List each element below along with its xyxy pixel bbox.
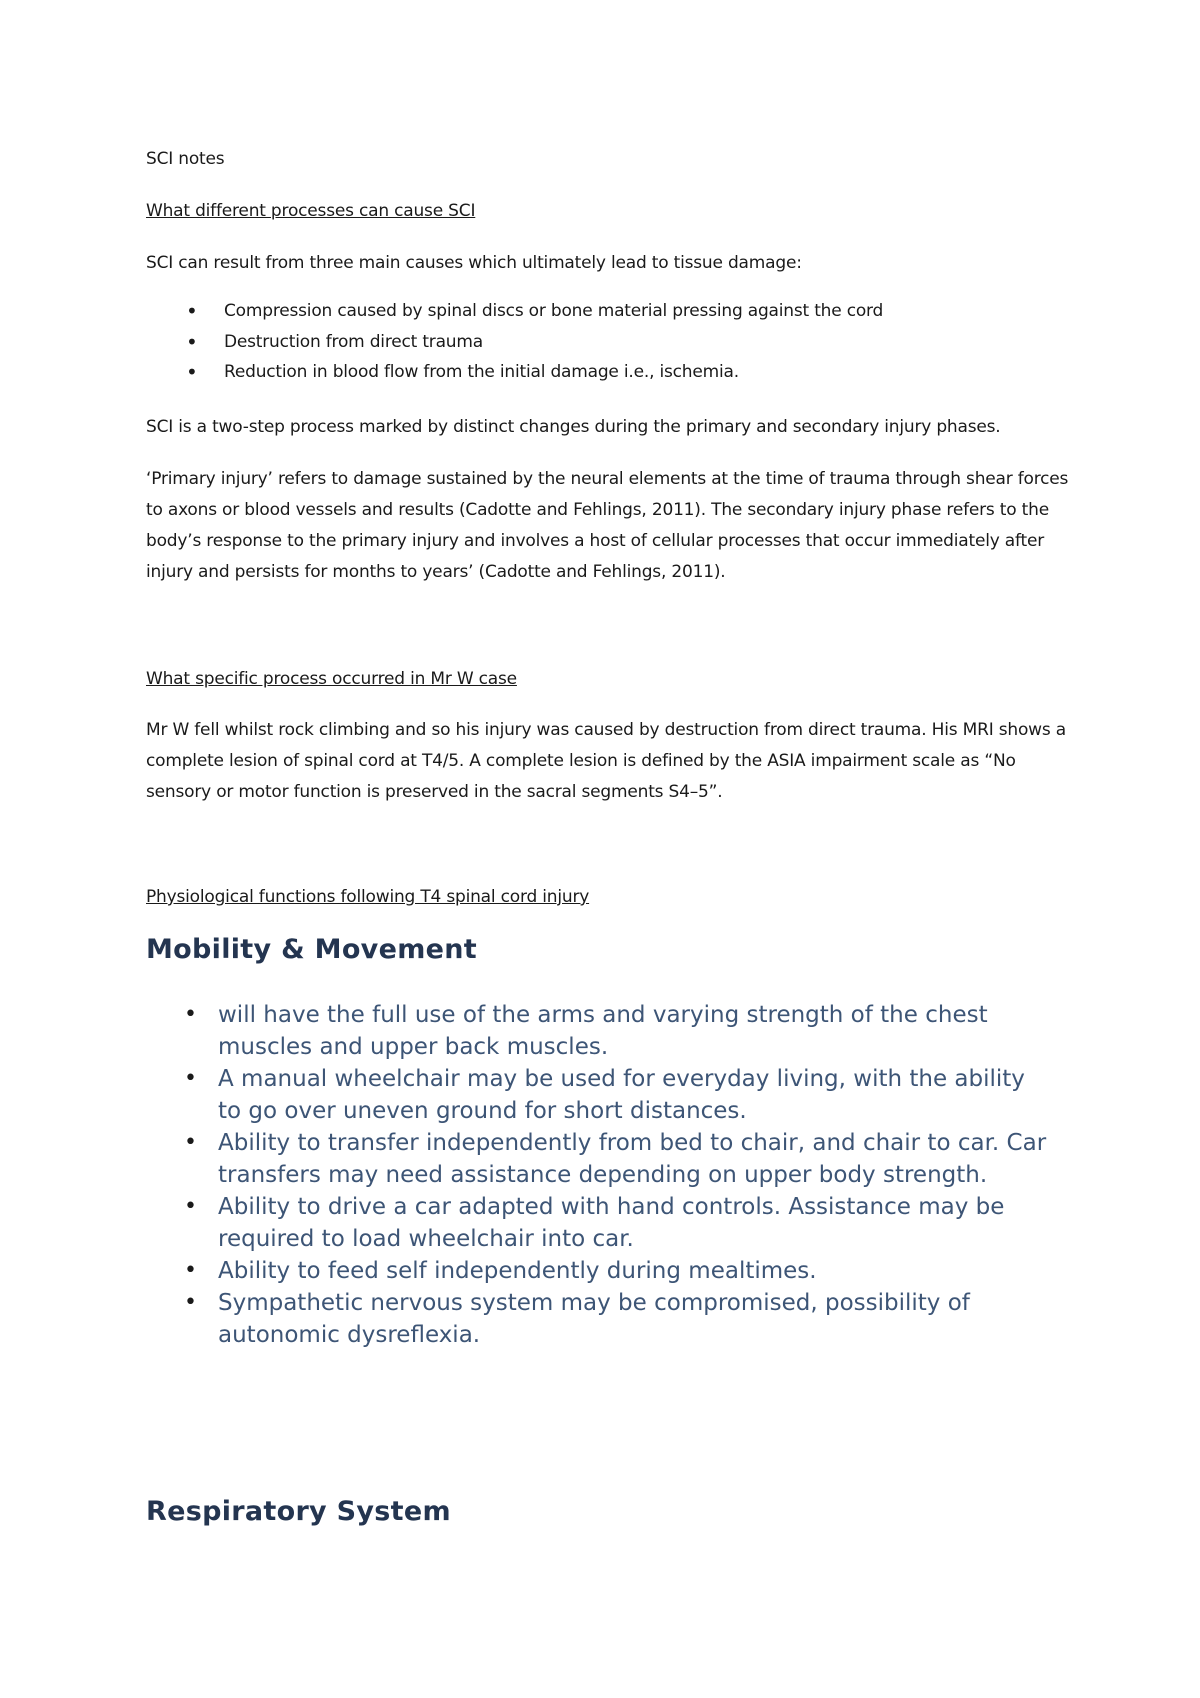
causes-intro: SCI can result from three main causes which ultimately lead to tissue damage: <box>146 253 802 273</box>
section-heading-causes: What different processes can cause SCI <box>146 201 476 221</box>
list-item: • Ability to transfer independently from bed to chair, and chair to car. Car transfers may need assistance depending on upper body strength. <box>146 1127 1048 1191</box>
mr-w-paragraph: Mr W fell whilst rock climbing and so his injury was caused by destruction from direct trauma. His MRI shows a complete lesion of spinal cord at T4/5. A complete lesion is defined by the ASIA impairment scale as “No sensory or motor function is preserved in the sacral segments S4–5”. <box>146 720 1066 802</box>
list-item: • will have the full use of the arms and varying strength of the chest muscles and upper back muscles. <box>146 999 1048 1063</box>
mobility-heading: Mobility & Movement <box>146 934 477 965</box>
causes-list <box>146 296 883 388</box>
list-item: • Compression caused by spinal discs or bone material pressing against the cord <box>146 296 883 327</box>
mobility-list <box>146 999 1048 1351</box>
list-item: • Ability to drive a car adapted with hand controls. Assistance may be required to load wheelchair into car. <box>146 1191 1048 1255</box>
two-step-paragraph: SCI is a two-step process marked by distinct changes during the primary and secondary injury phases. <box>146 417 1001 437</box>
section-heading-mr-w: What specific process occurred in Mr W case <box>146 669 517 689</box>
document-title: SCI notes <box>146 149 225 169</box>
respiratory-heading: Respiratory System <box>146 1496 451 1527</box>
list-item: • Sympathetic nervous system may be compromised, possibility of autonomic dysreflexia. <box>146 1287 1048 1351</box>
list-item: • Ability to feed self independently during mealtimes. <box>146 1255 1048 1287</box>
list-item: • Destruction from direct trauma <box>146 327 883 358</box>
list-item: • Reduction in blood flow from the initial damage i.e., ischemia. <box>146 357 883 388</box>
section-heading-physiological: Physiological functions following T4 spinal cord injury <box>146 887 590 907</box>
list-item: • A manual wheelchair may be used for everyday living, with the ability to go over uneven ground for short distances. <box>146 1063 1048 1127</box>
primary-injury-paragraph: ‘Primary injury’ refers to damage sustained by the neural elements at the time of trauma through shear forces to axons or blood vessels and results (Cadotte and Fehlings, 2011). The secondary injury phase refers to the body’s response to the primary injury and involves a host of cellular processes that occur immediately after injury and persists for months to years’ (Cadotte and Fehlings, 2011). <box>146 469 1069 582</box>
